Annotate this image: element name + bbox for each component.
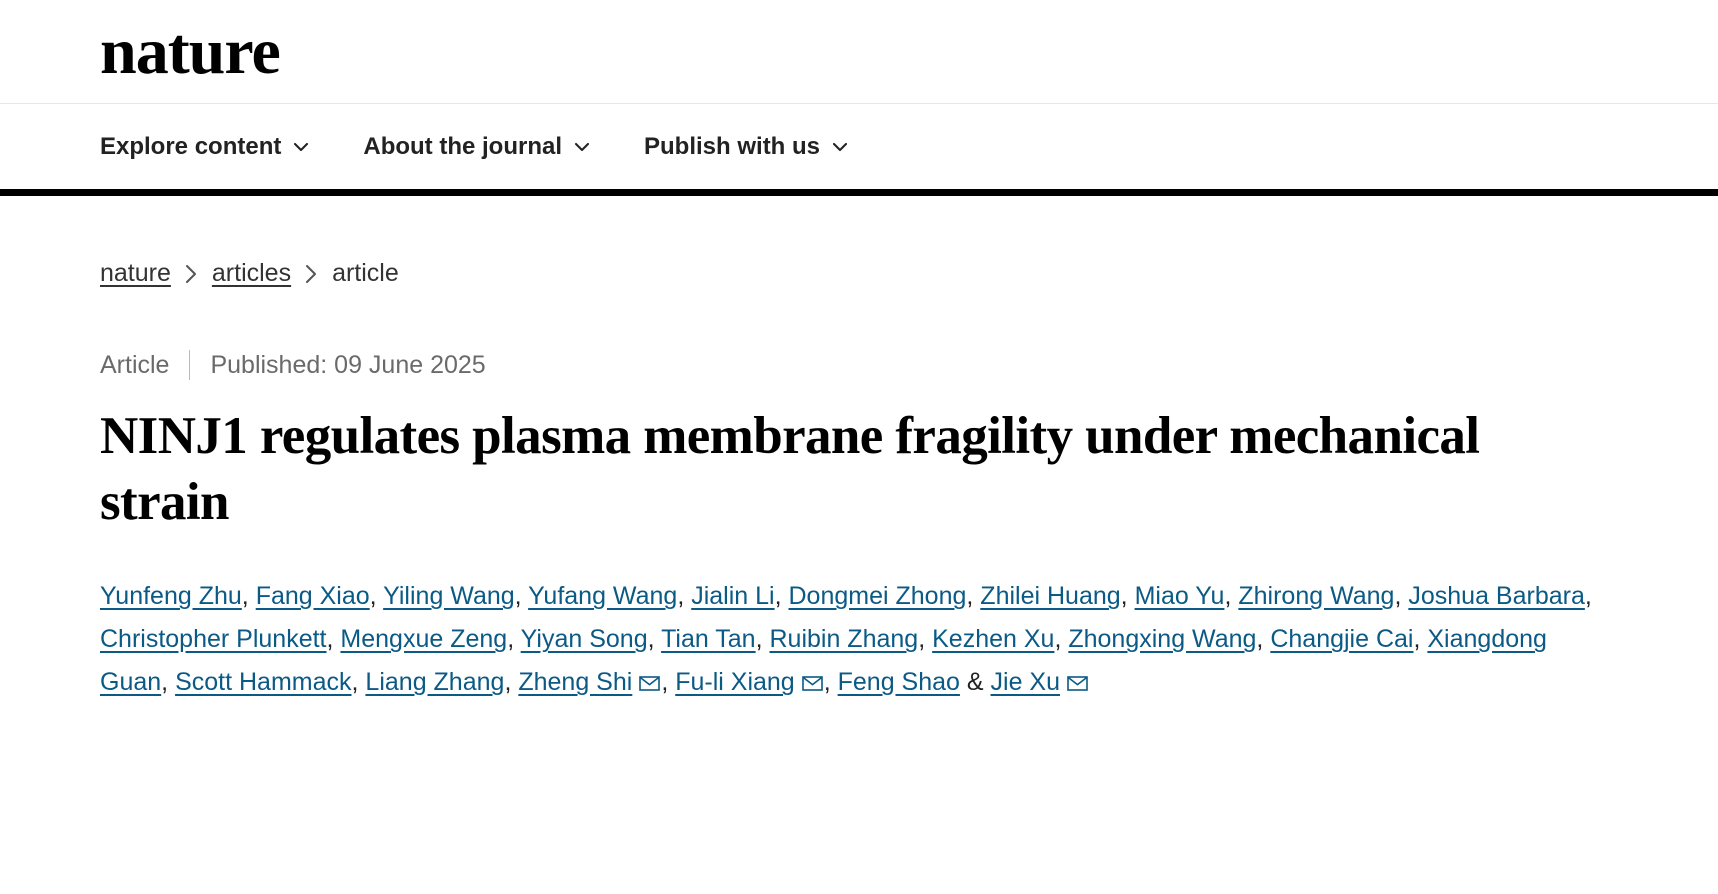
author-link[interactable]: Zhongxing Wang <box>1068 625 1257 654</box>
author-separator: , <box>823 668 838 697</box>
author-separator: , <box>507 625 521 654</box>
author-separator: , <box>351 668 366 697</box>
nav-item-publish-with-us[interactable] <box>644 133 848 161</box>
author-link[interactable]: Liang Zhang <box>365 668 505 697</box>
primary-navigation <box>0 104 1718 196</box>
author-separator: , <box>241 582 256 611</box>
author-separator: & <box>959 668 991 697</box>
author-link[interactable]: Yiling Wang <box>383 582 515 611</box>
author-link[interactable]: Scott Hammack <box>175 668 352 697</box>
author-separator: , <box>514 582 529 611</box>
author-separator: , <box>369 582 384 611</box>
chevron-right-icon <box>305 264 318 284</box>
author-link[interactable]: Kezhen Xu <box>932 625 1055 654</box>
author-link[interactable]: Feng Shao <box>837 668 960 697</box>
meta-divider <box>189 350 190 380</box>
author-separator: , <box>918 625 933 654</box>
nav-item-label: About the journal <box>363 132 563 160</box>
nav-item-label: Explore content <box>100 132 282 160</box>
author-separator: , <box>504 668 519 697</box>
envelope-icon[interactable] <box>802 676 823 691</box>
author-link[interactable]: Fang Xiao <box>255 582 370 611</box>
author-separator: , <box>1394 582 1409 611</box>
author-link[interactable]: Yiyan Song <box>520 625 648 654</box>
author-separator: , <box>647 625 662 654</box>
author-separator: , <box>161 668 176 697</box>
chevron-down-icon <box>293 139 309 155</box>
chevron-right-icon <box>185 264 198 284</box>
author-separator: , <box>1120 582 1135 611</box>
author-separator: , <box>966 582 981 611</box>
article-type: Article <box>100 350 170 379</box>
author-link[interactable]: Xiangdong Guan <box>100 625 1547 697</box>
author-link[interactable]: Yunfeng Zhu <box>100 582 242 611</box>
site-masthead <box>0 0 1718 104</box>
page-title: NINJ1 regulates plasma membrane fragility under mechanical strain <box>100 407 1480 531</box>
author-link[interactable]: Fu-li Xiang <box>675 668 795 697</box>
nature-logo[interactable]: nature <box>100 14 280 88</box>
author-link[interactable]: Tian Tan <box>661 625 756 654</box>
author-link[interactable]: Zhilei Huang <box>980 582 1121 611</box>
breadcrumb-item-article: article <box>332 259 399 287</box>
author-list <box>0 575 1718 704</box>
author-separator: , <box>774 582 789 611</box>
envelope-icon[interactable] <box>639 676 660 691</box>
author-link[interactable]: Christopher Plunkett <box>100 625 327 654</box>
author-link[interactable]: Yufang Wang <box>528 582 678 611</box>
nav-item-label: Publish with us <box>644 132 821 160</box>
author-separator: , <box>326 625 341 654</box>
author-separator: , <box>677 582 692 611</box>
author-link[interactable]: Jie Xu <box>990 668 1061 697</box>
author-link[interactable]: Changjie Cai <box>1270 625 1414 654</box>
author-link[interactable]: Ruibin Zhang <box>769 625 919 654</box>
author-separator: , <box>1413 625 1428 654</box>
author-link[interactable]: Dongmei Zhong <box>788 582 967 611</box>
author-separator: , <box>1224 582 1239 611</box>
chevron-down-icon <box>832 139 848 155</box>
chevron-down-icon <box>574 139 590 155</box>
author-link[interactable]: Zhirong Wang <box>1238 582 1395 611</box>
article-published-date: Published: 09 June 2025 <box>210 350 486 379</box>
author-separator: , <box>1584 582 1592 611</box>
nav-item-about-the-journal[interactable] <box>363 133 590 161</box>
envelope-icon[interactable] <box>1067 676 1088 691</box>
breadcrumb <box>0 259 1718 288</box>
author-link[interactable]: Zheng Shi <box>518 668 633 697</box>
article-meta <box>0 350 1718 380</box>
author-link[interactable]: Jialin Li <box>691 582 775 611</box>
author-separator: , <box>755 625 770 654</box>
author-separator: , <box>1054 625 1069 654</box>
author-separator: , <box>661 668 676 697</box>
author-link[interactable]: Mengxue Zeng <box>340 625 508 654</box>
breadcrumb-item-nature[interactable]: nature <box>100 259 171 287</box>
author-link[interactable]: Miao Yu <box>1134 582 1225 611</box>
author-separator: , <box>1256 625 1271 654</box>
author-link[interactable]: Joshua Barbara <box>1408 582 1585 611</box>
breadcrumb-item-articles[interactable]: articles <box>211 259 292 287</box>
nav-item-explore-content[interactable] <box>100 133 309 161</box>
